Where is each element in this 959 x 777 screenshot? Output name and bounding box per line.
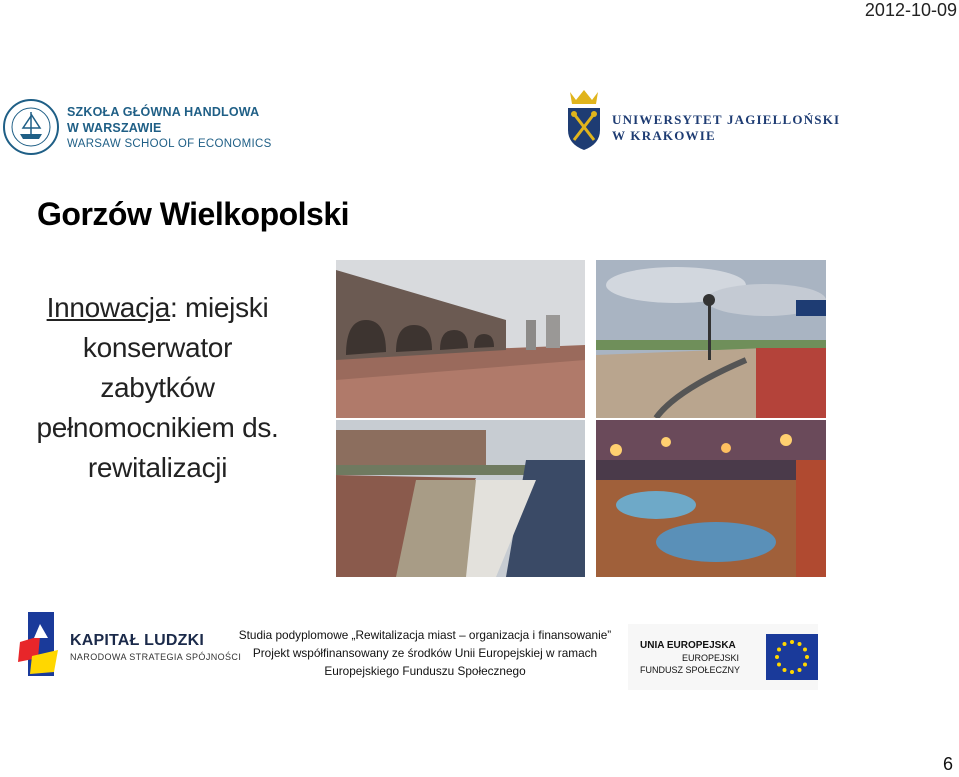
kapital-ludzki-title: KAPITAŁ LUDZKI [70, 632, 205, 649]
date-label: 2012-10-09 [864, 0, 957, 20]
eu-star-icon [777, 648, 781, 652]
sgh-line3: WARSAW SCHOOL OF ECONOMICS [67, 138, 272, 150]
eu-star-icon [805, 655, 809, 659]
sgh-logo [2, 98, 272, 160]
slide-title: Gorzów Wielkopolski [37, 196, 350, 232]
project-info-line1: Studia podyplomowe „Rewitalizacja miast – organizacja i finansowanie” [238, 628, 612, 642]
slide-body [0, 288, 315, 488]
eu-line1: UNIA EUROPEJSKA [640, 640, 736, 651]
kapital-ludzki-emblem-icon [18, 612, 64, 676]
sgh-line1: SZKOŁA GŁÓWNA HANDLOWA [67, 105, 260, 119]
eu-star-icon [775, 655, 779, 659]
body-line-5: rewitalizacji [87, 452, 228, 483]
uj-name [612, 112, 840, 144]
eu-star-icon [790, 640, 794, 644]
eu-line3: FUNDUSZ SPOŁECZNY [640, 665, 741, 675]
page-number: 6 [942, 754, 953, 774]
uj-line1: UNIWERSYTET JAGIELLOŃSKI [612, 112, 841, 127]
eu-star-icon [790, 670, 794, 674]
uj-line2: W KRAKOWIE [612, 128, 716, 143]
body-line-2: konserwator [82, 332, 233, 363]
eu-star-icon [798, 668, 802, 672]
eu-star-icon [803, 648, 807, 652]
uj-crest-icon [564, 88, 604, 152]
eu-star-icon [803, 663, 807, 667]
photo-construction-riverbank [336, 420, 585, 577]
project-info [225, 626, 625, 680]
sgh-name [67, 104, 272, 152]
body-line-1 [0, 288, 315, 328]
eu-line2: EUROPEJSKI [682, 653, 740, 663]
eu-star-icon [783, 642, 787, 646]
photo-arcade-plaza [336, 260, 585, 418]
sgh-line2: W WARSZAWIE [67, 121, 162, 135]
body-underlined-word: Innowacja [46, 292, 170, 323]
eu-star-icon [777, 663, 781, 667]
body-line-4: pełnomocnikiem ds. [36, 412, 279, 443]
project-info-line3: Europejskiego Funduszu Społecznego [324, 664, 526, 678]
eu-fund-logo [628, 624, 818, 690]
eu-flag-icon [766, 634, 818, 680]
eu-fund-text [640, 640, 740, 676]
photo-promenade [596, 260, 826, 418]
kapital-ludzki-subtitle: NARODOWA STRATEGIA SPÓJNOŚCI [70, 652, 242, 662]
body-line-3: zabytków [100, 372, 215, 403]
eu-star-icon [783, 668, 787, 672]
photo-evening-square [596, 420, 826, 577]
sgh-seal-icon [2, 98, 60, 156]
uj-logo [560, 88, 841, 154]
project-info-line2: Projekt współfinansowany ze środków Unii Europejskiej w ramach [252, 646, 598, 660]
eu-star-icon [798, 642, 802, 646]
kapital-ludzki-logo [18, 612, 242, 676]
body-line-1-rest: : miejski [169, 292, 269, 323]
